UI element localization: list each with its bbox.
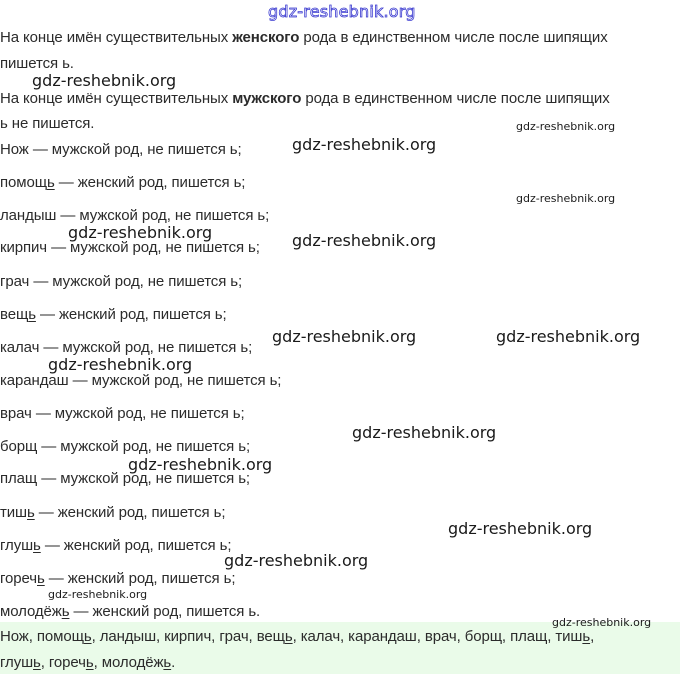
answer-line2 bbox=[0, 653, 175, 673]
header-watermark: gdz-reshebnik.org bbox=[268, 2, 416, 21]
answer-text: , bbox=[590, 628, 595, 645]
item-word: гореч bbox=[0, 570, 37, 587]
watermark: gdz-reshebnik.org bbox=[272, 327, 417, 346]
answer-text: , гореч bbox=[40, 654, 86, 671]
answer-box bbox=[0, 622, 680, 674]
answer-text: , молодёж bbox=[93, 654, 164, 671]
item-explanation: — мужской род, не пишется ь; bbox=[56, 207, 270, 224]
item-word: калач bbox=[0, 339, 40, 356]
watermark: gdz-reshebnik.org bbox=[496, 327, 641, 346]
watermark: gdz-reshebnik.org bbox=[292, 135, 437, 154]
watermark: gdz-reshebnik.org bbox=[32, 71, 177, 90]
rule-text: рода в единственном числе после шипящих bbox=[299, 29, 608, 46]
item-word: ландыш bbox=[0, 207, 57, 224]
item-word: плащ bbox=[0, 470, 38, 487]
rule-masculine-line1 bbox=[0, 89, 610, 109]
watermark: gdz-reshebnik.org bbox=[552, 616, 652, 629]
item-word: грач bbox=[0, 273, 30, 290]
item-word: карандаш bbox=[0, 372, 69, 389]
watermark: gdz-reshebnik.org bbox=[448, 519, 593, 538]
list-item bbox=[0, 371, 281, 391]
item-explanation: — женский род, пишется ь; bbox=[35, 306, 227, 323]
rule-masculine-line2: ь не пишется. bbox=[0, 115, 95, 132]
item-word: глуш bbox=[0, 537, 34, 554]
item-ending: ь bbox=[61, 603, 70, 620]
watermark: gdz-reshebnik.org bbox=[48, 355, 193, 374]
rule-feminine-line2: пишется ь. bbox=[0, 55, 74, 72]
list-item bbox=[0, 503, 225, 523]
item-explanation: — женский род, пишется ь; bbox=[44, 570, 236, 587]
item-word: помощ bbox=[0, 174, 47, 191]
rule-text: На конце имён существительных bbox=[0, 29, 233, 46]
answer-ending: ь bbox=[33, 654, 41, 671]
watermark: gdz-reshebnik.org bbox=[224, 551, 369, 570]
list-item bbox=[0, 305, 227, 325]
item-explanation: — женский род, пишется ь; bbox=[40, 537, 232, 554]
item-explanation: — мужской род, не пишется ь; bbox=[31, 405, 245, 422]
answer-text: , ландыш, кирпич, грач, вещ bbox=[91, 628, 285, 645]
list-item bbox=[0, 536, 231, 556]
item-word: молодёж bbox=[0, 603, 62, 620]
item-word: Нож bbox=[0, 141, 29, 158]
item-ending: ь bbox=[26, 504, 35, 521]
list-item bbox=[0, 404, 245, 424]
item-explanation: — мужской род, не пишется ь; bbox=[37, 438, 251, 455]
answer-ending: ь bbox=[582, 628, 591, 645]
answer-ending: ь bbox=[85, 654, 94, 671]
watermark: gdz-reshebnik.org bbox=[292, 231, 437, 250]
item-ending: ь bbox=[46, 174, 55, 191]
list-item bbox=[0, 437, 250, 457]
answer-text: . bbox=[171, 654, 176, 671]
answer-text: Нож, помощ bbox=[0, 628, 84, 645]
item-explanation: — женский род, пишется ь; bbox=[54, 174, 246, 191]
list-item bbox=[0, 173, 245, 193]
item-ending: ь bbox=[33, 537, 41, 554]
answer-ending: ь bbox=[163, 654, 172, 671]
item-explanation: — женский род, пишется ь. bbox=[69, 603, 261, 620]
item-explanation: — мужской род, не пишется ь; bbox=[29, 273, 243, 290]
list-item bbox=[0, 272, 242, 292]
item-explanation: — мужской род, не пишется ь; bbox=[28, 141, 242, 158]
answer-text: глуш bbox=[0, 654, 34, 671]
item-explanation: — женский род, пишется ь; bbox=[34, 504, 226, 521]
rule-emphasis: мужского bbox=[232, 90, 302, 107]
watermark: gdz-reshebnik.org bbox=[48, 588, 148, 601]
item-word: кирпич bbox=[0, 239, 48, 256]
item-ending: ь bbox=[37, 570, 45, 587]
rule-feminine-line1 bbox=[0, 28, 608, 48]
list-item bbox=[0, 602, 260, 622]
item-explanation: — мужской род, не пишется ь; bbox=[39, 339, 253, 356]
rule-text: На конце имён существительных bbox=[0, 90, 233, 107]
watermark: gdz-reshebnik.org bbox=[128, 455, 273, 474]
rule-text: рода в единственном числе после шипящих bbox=[301, 90, 610, 107]
watermark: gdz-reshebnik.org bbox=[516, 120, 616, 133]
rule-emphasis: женского bbox=[232, 29, 300, 46]
watermark: gdz-reshebnik.org bbox=[516, 192, 616, 205]
item-word: вещ bbox=[0, 306, 29, 323]
list-item bbox=[0, 569, 235, 589]
watermark: gdz-reshebnik.org bbox=[352, 423, 497, 442]
item-explanation: — мужской род, не пишется ь; bbox=[47, 239, 260, 256]
answer-ending: ь bbox=[284, 628, 293, 645]
watermark: gdz-reshebnik.org bbox=[68, 223, 213, 242]
list-item bbox=[0, 140, 242, 160]
item-explanation: — мужской род, не пишется ь; bbox=[68, 372, 282, 389]
item-word: врач bbox=[0, 405, 32, 422]
item-ending: ь bbox=[28, 306, 36, 323]
answer-text: , калач, карандаш, врач, борщ, плащ, тиш bbox=[292, 628, 583, 645]
answer-line1 bbox=[0, 627, 594, 647]
item-word: тиш bbox=[0, 504, 27, 521]
item-explanation: — мужской род, не пишется ь; bbox=[37, 470, 250, 487]
item-word: борщ bbox=[0, 438, 38, 455]
answer-ending: ь bbox=[83, 628, 92, 645]
